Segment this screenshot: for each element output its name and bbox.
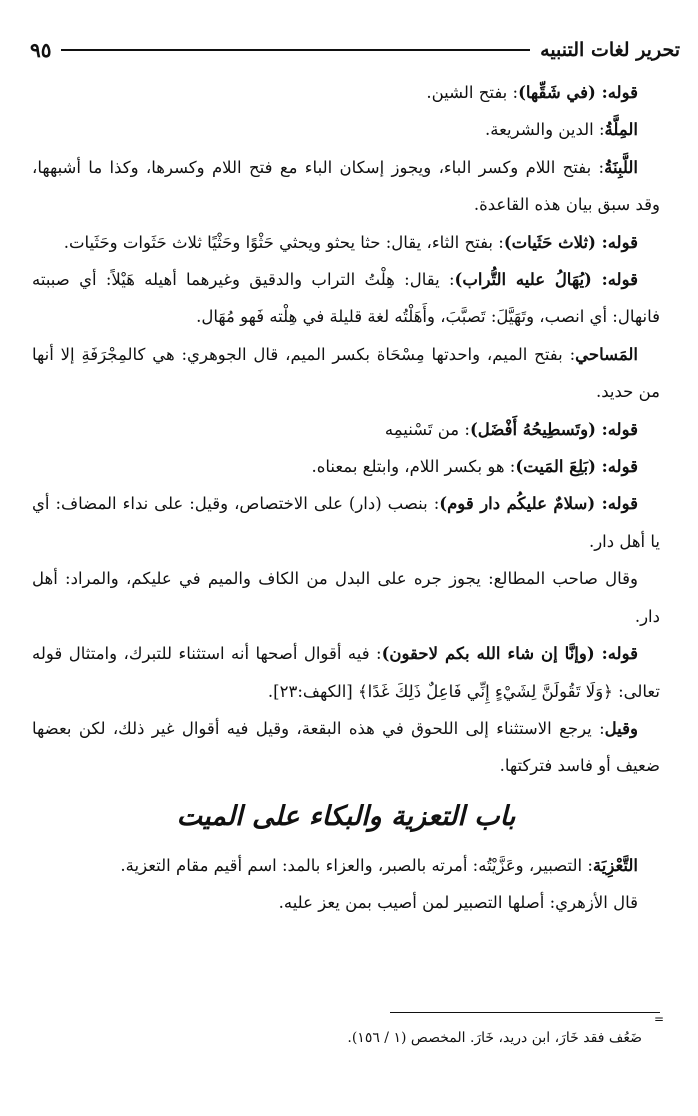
footnote-rule bbox=[390, 1012, 660, 1013]
paragraph: قوله: (بَلِعَ المَيت): هو بكسر اللام، وابتلع بمعناه. bbox=[311, 457, 638, 477]
paragraph: المِلَّةُ: الدين والشريعة. bbox=[485, 120, 638, 140]
page-number: ٩٥ bbox=[30, 38, 52, 62]
footnote-continuation-mark: = bbox=[653, 1012, 664, 1026]
paragraph: قوله: (سلامٌ عليكُم دار قوم): بنصب (دار) على الاختصاص، وقيل: على نداء المضاف: أي يا أهل دار. bbox=[32, 494, 660, 551]
paragraph: وقال صاحب المطالع: يجوز جره على البدل من الكاف والميم في عليكم، والمراد: أهل دار. bbox=[32, 569, 660, 626]
paragraph: اللَّبِنَةُ: بفتح اللام وكسر الباء، ويجوز إسكان الباء مع فتح اللام وكسرها، وكذا ما أشبهها، وقد سبق بيان هذه القاعدة. bbox=[32, 157, 660, 215]
paragraph: قوله: (وتَسطِيحُهُ أَفْضَل): من تَسْنيمِه bbox=[384, 419, 638, 439]
paragraph: قوله: (يُهَالُ عليه التُّراب): يقال: هِلْتُ التراب والدقيق وغيرهما أهيله هَيْلاً: أي صببته فانهال: أي انصب، وتَهَيَّلَ: تَصبَّبَ، وأَهَلْتُه لغة قليلة في هِلْته فَهو مُهَال. bbox=[32, 270, 660, 327]
paragraph: قوله: (وإنَّا إن شاء الله بكم لاحقون): فيه أقوال أصحها أنه استثناء للتبرك، وامتثال قوله تعالى: ﴿وَلَا تَقُولَنَّ لِشَيْءٍ إِنِّي فَاعِلٌ ذَلِكَ غَدًا﴾ [الكهف:٢٣]. bbox=[32, 644, 660, 701]
page-header bbox=[30, 32, 680, 68]
paragraph: التَّعْزِيَة: التصبير، وعَزَّيْتُه: أمرته بالصبر، والعزاء بالمد: اسم أقيم مقام التعزية. bbox=[120, 855, 638, 875]
running-title: تحرير لغات التنبيه bbox=[540, 39, 680, 61]
paragraph: قوله: (ثلاث حَثَيات): بفتح الثاء، يقال: حثا يحثو ويحثي حَثْوًا وحَثْيًا ثلاث حَثَوات وحَثَيات. bbox=[63, 232, 638, 252]
section-heading: باب التعزية والبكاء على الميت bbox=[176, 800, 516, 832]
paragraph: المَساحي: بفتح الميم، واحدتها مِسْحَاة بكسر الميم، قال الجوهري: هي كالمِجْرَفَةِ إلا أنها من حديد. bbox=[32, 344, 660, 402]
page-body bbox=[32, 74, 660, 922]
paragraph: وقيل: يرجع الاستثناء إلى اللحوق في هذه البقعة، وقيل فيه أقوال غير ذلك، لكن بعضها ضعيف أو فاسد فتركتها. bbox=[32, 718, 660, 776]
footnote: ضَعُف فقد خَارَ، ابن دريد، خَارَ. المخصص (١ / ١٥٦). bbox=[347, 1030, 642, 1046]
header-rule bbox=[61, 49, 530, 51]
paragraph: قال الأزهري: أصلها التصبير لمن أصيب بمن يعز عليه. bbox=[278, 893, 638, 913]
paragraph: قوله: (في شَقِّها): بفتح الشين. bbox=[426, 83, 638, 102]
